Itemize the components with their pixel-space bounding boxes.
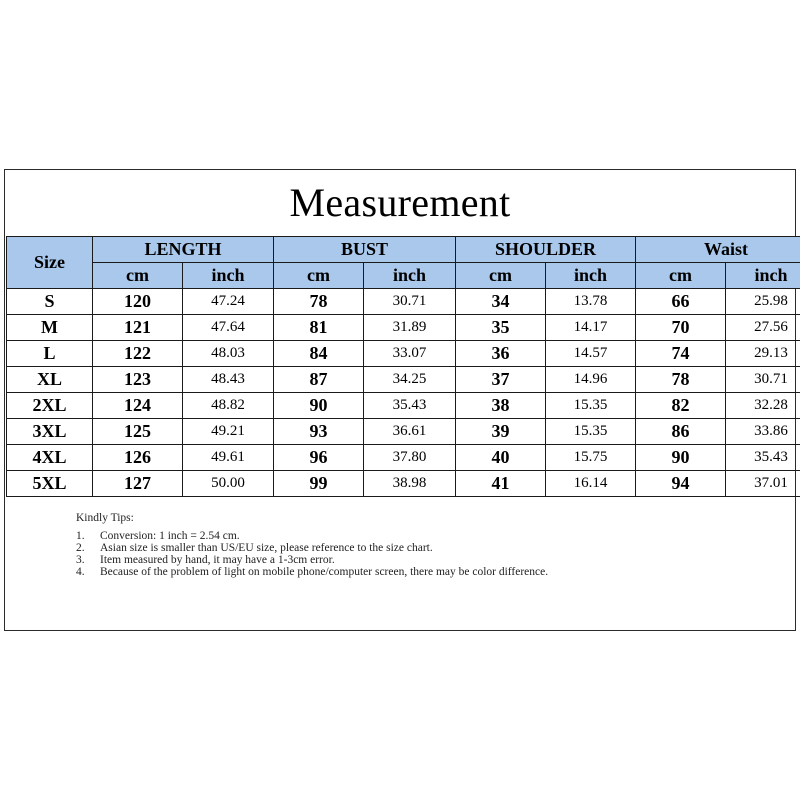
kindly-tips (76, 512, 696, 578)
page-title: Measurement (289, 180, 511, 225)
bust-cm-cell: 87 (274, 367, 364, 393)
table-row (7, 419, 800, 445)
length-inch-cell: 47.24 (183, 289, 274, 315)
length-inch-cell: 49.61 (183, 445, 274, 471)
unit-inch-header: inch (726, 263, 800, 289)
bust-cm-cell: 81 (274, 315, 364, 341)
waist-cm-cell: 86 (636, 419, 726, 445)
size-cell: S (7, 289, 93, 315)
waist-cm-cell: 94 (636, 471, 726, 497)
length-cm-cell: 127 (93, 471, 183, 497)
unit-cm-header: cm (274, 263, 364, 289)
tip-number: 4. (76, 566, 85, 578)
bust-inch-cell: 35.43 (364, 393, 456, 419)
bust-inch-cell: 37.80 (364, 445, 456, 471)
waist-cm-cell: 78 (636, 367, 726, 393)
tip-number: 1. (76, 530, 85, 542)
tip-item (76, 530, 696, 542)
waist-cm-cell: 90 (636, 445, 726, 471)
table-row (7, 445, 800, 471)
table-row (7, 315, 800, 341)
waist-inch-cell: 35.43 (726, 445, 800, 471)
shoulder-cm-cell: 36 (456, 341, 546, 367)
table-row (7, 367, 800, 393)
size-table (6, 236, 800, 497)
shoulder-cm-cell: 34 (456, 289, 546, 315)
length-cm-cell: 125 (93, 419, 183, 445)
bust-inch-cell: 38.98 (364, 471, 456, 497)
tip-item (76, 542, 696, 554)
tip-text: Asian size is smaller than US/EU size, please reference to the size chart. (100, 542, 433, 554)
waist-inch-cell: 30.71 (726, 367, 800, 393)
table-header-groups (7, 237, 800, 263)
length-cm-cell: 124 (93, 393, 183, 419)
bust-header: BUST (274, 237, 456, 263)
length-cm-cell: 126 (93, 445, 183, 471)
shoulder-inch-cell: 14.57 (546, 341, 636, 367)
length-cm-cell: 122 (93, 341, 183, 367)
tip-item (76, 554, 696, 566)
table-row (7, 289, 800, 315)
shoulder-cm-cell: 35 (456, 315, 546, 341)
length-cm-cell: 121 (93, 315, 183, 341)
waist-inch-cell: 37.01 (726, 471, 800, 497)
bust-cm-cell: 78 (274, 289, 364, 315)
table-row (7, 341, 800, 367)
length-inch-cell: 48.82 (183, 393, 274, 419)
bust-inch-cell: 34.25 (364, 367, 456, 393)
size-cell: XL (7, 367, 93, 393)
bust-cm-cell: 90 (274, 393, 364, 419)
bust-cm-cell: 96 (274, 445, 364, 471)
shoulder-cm-cell: 38 (456, 393, 546, 419)
bust-cm-cell: 93 (274, 419, 364, 445)
waist-cm-cell: 74 (636, 341, 726, 367)
length-cm-cell: 123 (93, 367, 183, 393)
tip-text: Because of the problem of light on mobile phone/computer screen, there may be color difference. (100, 566, 549, 578)
length-inch-cell: 48.43 (183, 367, 274, 393)
shoulder-cm-cell: 39 (456, 419, 546, 445)
unit-inch-header: inch (183, 263, 274, 289)
unit-cm-header: cm (456, 263, 546, 289)
length-inch-cell: 50.00 (183, 471, 274, 497)
waist-cm-cell: 66 (636, 289, 726, 315)
length-inch-cell: 47.64 (183, 315, 274, 341)
waist-header: Waist (636, 237, 800, 263)
size-cell: 3XL (7, 419, 93, 445)
shoulder-inch-cell: 16.14 (546, 471, 636, 497)
shoulder-inch-cell: 15.35 (546, 419, 636, 445)
table-header-units (7, 263, 800, 289)
waist-inch-cell: 27.56 (726, 315, 800, 341)
size-cell: 4XL (7, 445, 93, 471)
tip-text: Item measured by hand, it may have a 1-3cm error. (100, 554, 335, 566)
waist-inch-cell: 32.28 (726, 393, 800, 419)
shoulder-header: SHOULDER (456, 237, 636, 263)
table-row (7, 393, 800, 419)
size-cell: 2XL (7, 393, 93, 419)
tips-title: Kindly Tips: (76, 512, 134, 524)
bust-inch-cell: 36.61 (364, 419, 456, 445)
waist-cm-cell: 82 (636, 393, 726, 419)
unit-inch-header: inch (546, 263, 636, 289)
shoulder-cm-cell: 41 (456, 471, 546, 497)
bust-inch-cell: 31.89 (364, 315, 456, 341)
bust-cm-cell: 99 (274, 471, 364, 497)
length-cm-cell: 120 (93, 289, 183, 315)
unit-cm-header: cm (93, 263, 183, 289)
tip-number: 3. (76, 554, 85, 566)
table-row (7, 471, 800, 497)
tip-item (76, 566, 696, 578)
shoulder-inch-cell: 13.78 (546, 289, 636, 315)
shoulder-cm-cell: 40 (456, 445, 546, 471)
tip-number: 2. (76, 542, 85, 554)
size-cell: L (7, 341, 93, 367)
size-cell: M (7, 315, 93, 341)
waist-cm-cell: 70 (636, 315, 726, 341)
length-inch-cell: 49.21 (183, 419, 274, 445)
length-header: LENGTH (93, 237, 274, 263)
size-column-header: Size (7, 237, 93, 289)
shoulder-inch-cell: 14.17 (546, 315, 636, 341)
waist-inch-cell: 25.98 (726, 289, 800, 315)
length-inch-cell: 48.03 (183, 341, 274, 367)
shoulder-inch-cell: 14.96 (546, 367, 636, 393)
shoulder-cm-cell: 37 (456, 367, 546, 393)
tip-text: Conversion: 1 inch = 2.54 cm. (100, 530, 240, 542)
bust-inch-cell: 30.71 (364, 289, 456, 315)
shoulder-inch-cell: 15.35 (546, 393, 636, 419)
unit-cm-header: cm (636, 263, 726, 289)
unit-inch-header: inch (364, 263, 456, 289)
bust-inch-cell: 33.07 (364, 341, 456, 367)
tips-list (76, 530, 696, 578)
bust-cm-cell: 84 (274, 341, 364, 367)
shoulder-inch-cell: 15.75 (546, 445, 636, 471)
waist-inch-cell: 29.13 (726, 341, 800, 367)
size-cell: 5XL (7, 471, 93, 497)
waist-inch-cell: 33.86 (726, 419, 800, 445)
